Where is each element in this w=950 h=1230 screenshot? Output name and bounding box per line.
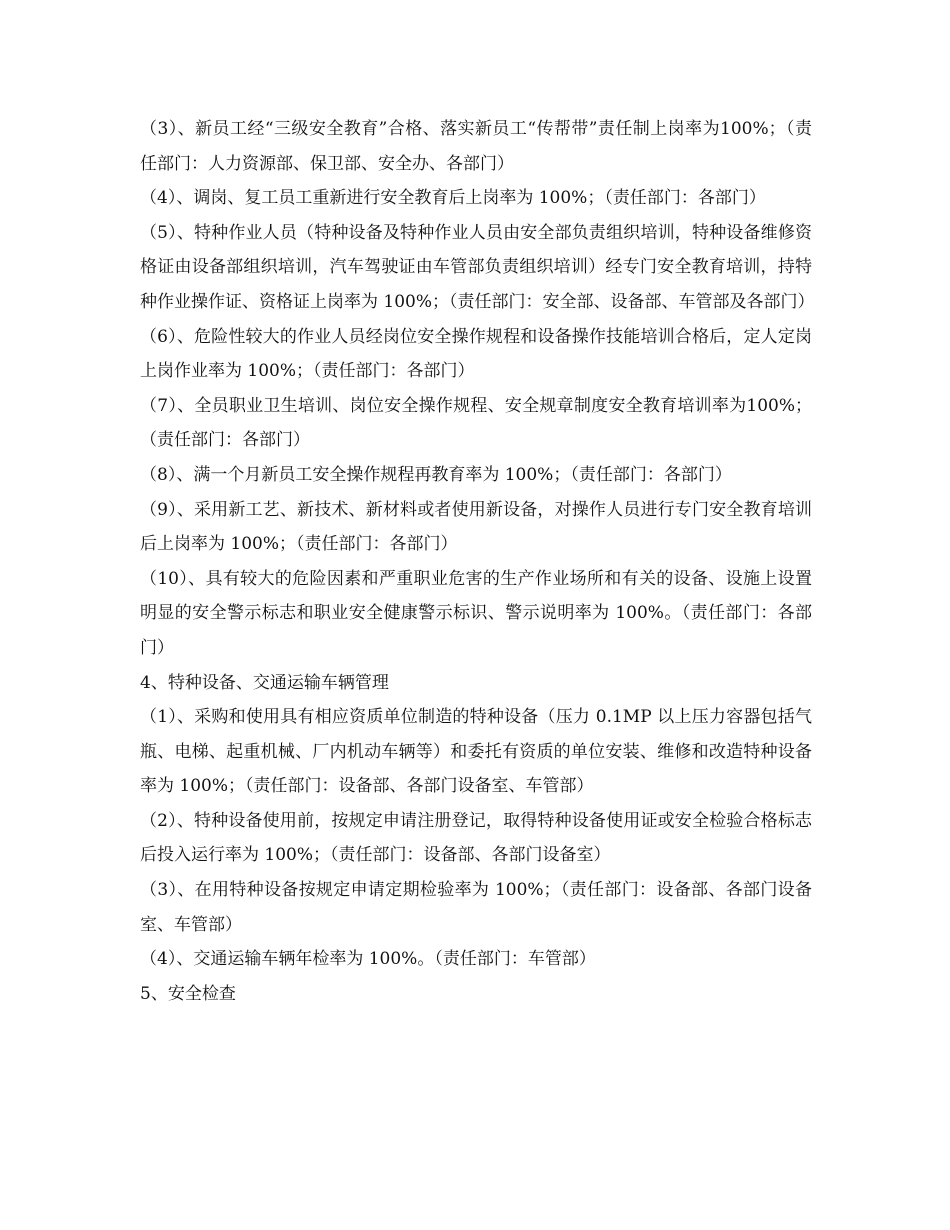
paragraph-warning-signs: （10）、具有较大的危险因素和严重职业危害的生产作业场所和有关的设备、设施上设置明显的安全警示标志和职业安全健康警示标识、警示说明率为 100%。（责任部门：各部门） bbox=[140, 568, 812, 658]
paragraph-high-risk-operators: （6）、危险性较大的作业人员经岗位安全操作规程和设备操作技能培训合格后，定人定岗上岗作业率为 100%；（责任部门：各部门） bbox=[140, 326, 812, 382]
paragraph-one-month-reeducation: （8）、满一个月新员工安全操作规程再教育率为 100%；（责任部门：各部门） bbox=[140, 464, 732, 485]
paragraph-special-operators: （5）、特种作业人员（特种设备及特种作业人员由安全部负责组织培训，特种设备维修资格证由设备部组织培训，汽车驾驶证由车管部负责组织培训）经专门安全教育培训，持特种作业操作证、资格证上岗率为 100%；（责任部门：安全部、设备部、车管部及各部门） bbox=[140, 222, 815, 312]
paragraph-equipment-procurement: （1）、采购和使用具有相应资质单位制造的特种设备（压力 0.1MP 以上压力容器包括气瓶、电梯、起重机械、厂内机动车辆等）和委托有资质的单位安装、维修和改造特种设备率为 100%；（责任部门：设备部、各部门设备室、车管部） bbox=[140, 707, 812, 797]
section-heading-safety-inspection: 5、安全检查 bbox=[140, 983, 236, 1004]
paragraph-occupational-health-training: （7）、全员职业卫生培训、岗位安全操作规程、安全规章制度安全教育培训率为100%；（责任部门：各部门） bbox=[140, 395, 812, 451]
paragraph-equipment-registration: （2）、特种设备使用前，按规定申请注册登记，取得特种设备使用证或安全检验合格标志后投入运行率为 100%；（责任部门：设备部、各部门设备室） bbox=[140, 810, 812, 866]
paragraph-training-transfer-return: （4）、调岗、复工员工重新进行安全教育后上岗率为 100%；（责任部门：各部门） bbox=[140, 188, 766, 209]
paragraph-new-technology-training: （9）、采用新工艺、新技术、新材料或者使用新设备，对操作人员进行专门安全教育培训后上岗率为 100%；（责任部门：各部门） bbox=[140, 499, 812, 555]
document-body bbox=[140, 112, 815, 1011]
paragraph-vehicle-annual-inspection: （4）、交通运输车辆年检率为 100%。（责任部门：车管部） bbox=[140, 949, 596, 970]
paragraph-training-new-employees: （3）、新员工经“三级安全教育”合格、落实新员工“传帮带”责任制上岗率为100%；（责任部门：人力资源部、保卫部、安全办、各部门） bbox=[140, 119, 812, 174]
section-heading-special-equipment: 4、特种设备、交通运输车辆管理 bbox=[140, 672, 389, 693]
paragraph-periodic-inspection: （3）、在用特种设备按规定申请定期检验率为 100%；（责任部门：设备部、各部门设备室、车管部） bbox=[140, 880, 812, 935]
